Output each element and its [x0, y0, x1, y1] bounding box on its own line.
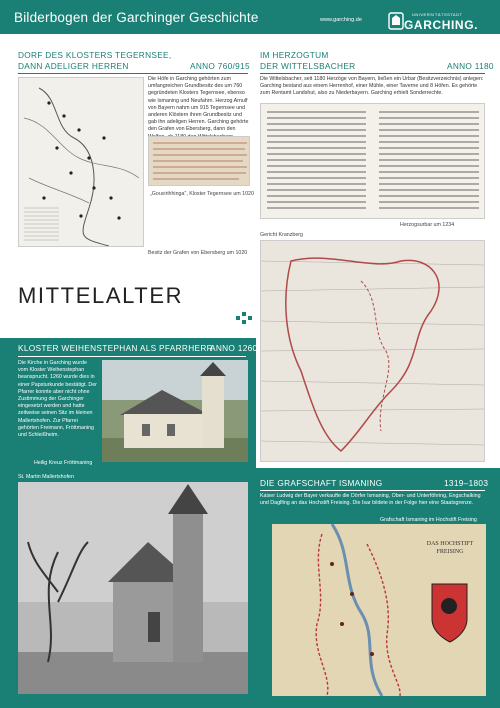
section3-rule — [18, 356, 246, 357]
ebersberg-map-caption: Besitz der Grafen von Ebersberg um 1020 — [148, 250, 248, 256]
section1-rule — [18, 73, 248, 74]
mallertshofen-photo — [18, 482, 248, 694]
page-title: Bilderbogen der Garchinger Geschichte — [14, 10, 259, 25]
section2-anno: ANNO 1180 — [447, 61, 494, 71]
section2-heading-line1: IM HERZOGTUM — [260, 50, 329, 60]
kranzberg-map-image — [260, 240, 485, 462]
section3-heading: KLOSTER WEIHENSTEPHAN ALS PFARRHERR — [18, 343, 213, 353]
church-illustration — [102, 360, 248, 462]
section3-anno: ANNO 1260 — [210, 343, 258, 353]
section1-heading-line2: DANN ADELIGER HERREN — [18, 61, 129, 71]
section4-rule — [260, 490, 485, 491]
photo1-caption: Heilig Kreuz Fröttmaning — [34, 460, 93, 466]
logo-subtitle: UNIVERSITÄTSSTADT — [412, 12, 463, 17]
kranzberg-illustration — [261, 241, 485, 462]
kranzberg-map-caption: Gericht Kranzberg — [260, 232, 303, 238]
logo-wordmark: GARCHING. — [404, 18, 479, 32]
map-illustration — [19, 78, 144, 247]
website-url[interactable]: www.garching.de — [320, 17, 362, 23]
urbar-caption: Herzogsurbar um 1234 — [400, 222, 455, 228]
herzogsurbar-image — [260, 103, 485, 219]
decorative-squares-icon — [236, 312, 254, 326]
section4-anno: 1319–1803 — [444, 478, 489, 488]
section1-text: Die Höfe in Garching gehörten zum umfangreichen Grundbesitz des um 760 gegründeten Klosters Tegernsee, ebenso wie Ismaning und Neufahrn. Herzog Arnulf von Bayern nahm um 915 Tegernsee und anderen Klöstern ihren Grundbesitz und gab ihn adeligen Herren. Garching gehörte den Grafen von Ebersberg, dann den — [148, 76, 249, 133]
era-title: MITTELALTER — [18, 283, 184, 308]
heilig-kreuz-photo — [102, 360, 248, 462]
section1-anno: ANNO 760/915 — [190, 61, 250, 71]
mallertshofen-illustration — [18, 482, 248, 694]
ismaning-map-caption: Grafschaft Ismaning im Hochstift Freising — [380, 517, 477, 523]
section1-heading-line1: DORF DES KLOSTERS TEGERNSEE, — [18, 50, 172, 60]
manuscript-caption: „Gouvirihhinga", Kloster Tegernsee um 1020 — [150, 191, 254, 197]
ismaning-map-label: DAS HOCHSTIFT FREISING — [426, 541, 474, 555]
section2-heading-line2: DER WITTELSBACHER — [260, 61, 356, 71]
section4-heading: DIE GRAFSCHAFT ISMANING — [260, 478, 383, 488]
ebersberg-map-image — [18, 77, 144, 247]
section2-rule — [260, 73, 485, 74]
urbar-illustration — [261, 104, 485, 219]
manuscript-image — [148, 136, 250, 186]
section4-text: Kaiser Ludwig der Bayer verkaufte die Dörfer Ismaning, Ober- und Unterföhring, Engschalking und Daglfing an das Hochstift Freising. Die Isar bildete in der Folge hier eine Staatsgrenze. — [260, 493, 481, 507]
photo2-caption: St. Martin Mallertshofen — [18, 474, 74, 480]
section3-text: Die Kirche in Garching wurde vom Kloster Weihenstephan beansprucht. 1260 wurde dies in einer Papsturkunde bestätigt. Der Pfarrer konnte aber nicht ohne Zustimmung der Garchinger eingesetzt werden und hatte zeitweise seinen Sitz im kleinen Mallertshofen. Zur Pfarrei gehörten Freimann, Fröttmaning und Schleißheim. — [18, 360, 97, 439]
manuscript-illustration — [149, 137, 250, 186]
section2-text: Die Wittelsbacher, seit 1180 Herzöge von Bayern, ließen ein Urbar (Besitzverzeichnis) anlegen: Garching bestand aus einem Herrenhof, einer Mühle, einer Taverne und 8 Höfen. Es gehörte zum Rentamt Landshut, also zu Niederbayern. Garching erhielt Sonderrechte. — [260, 76, 484, 97]
